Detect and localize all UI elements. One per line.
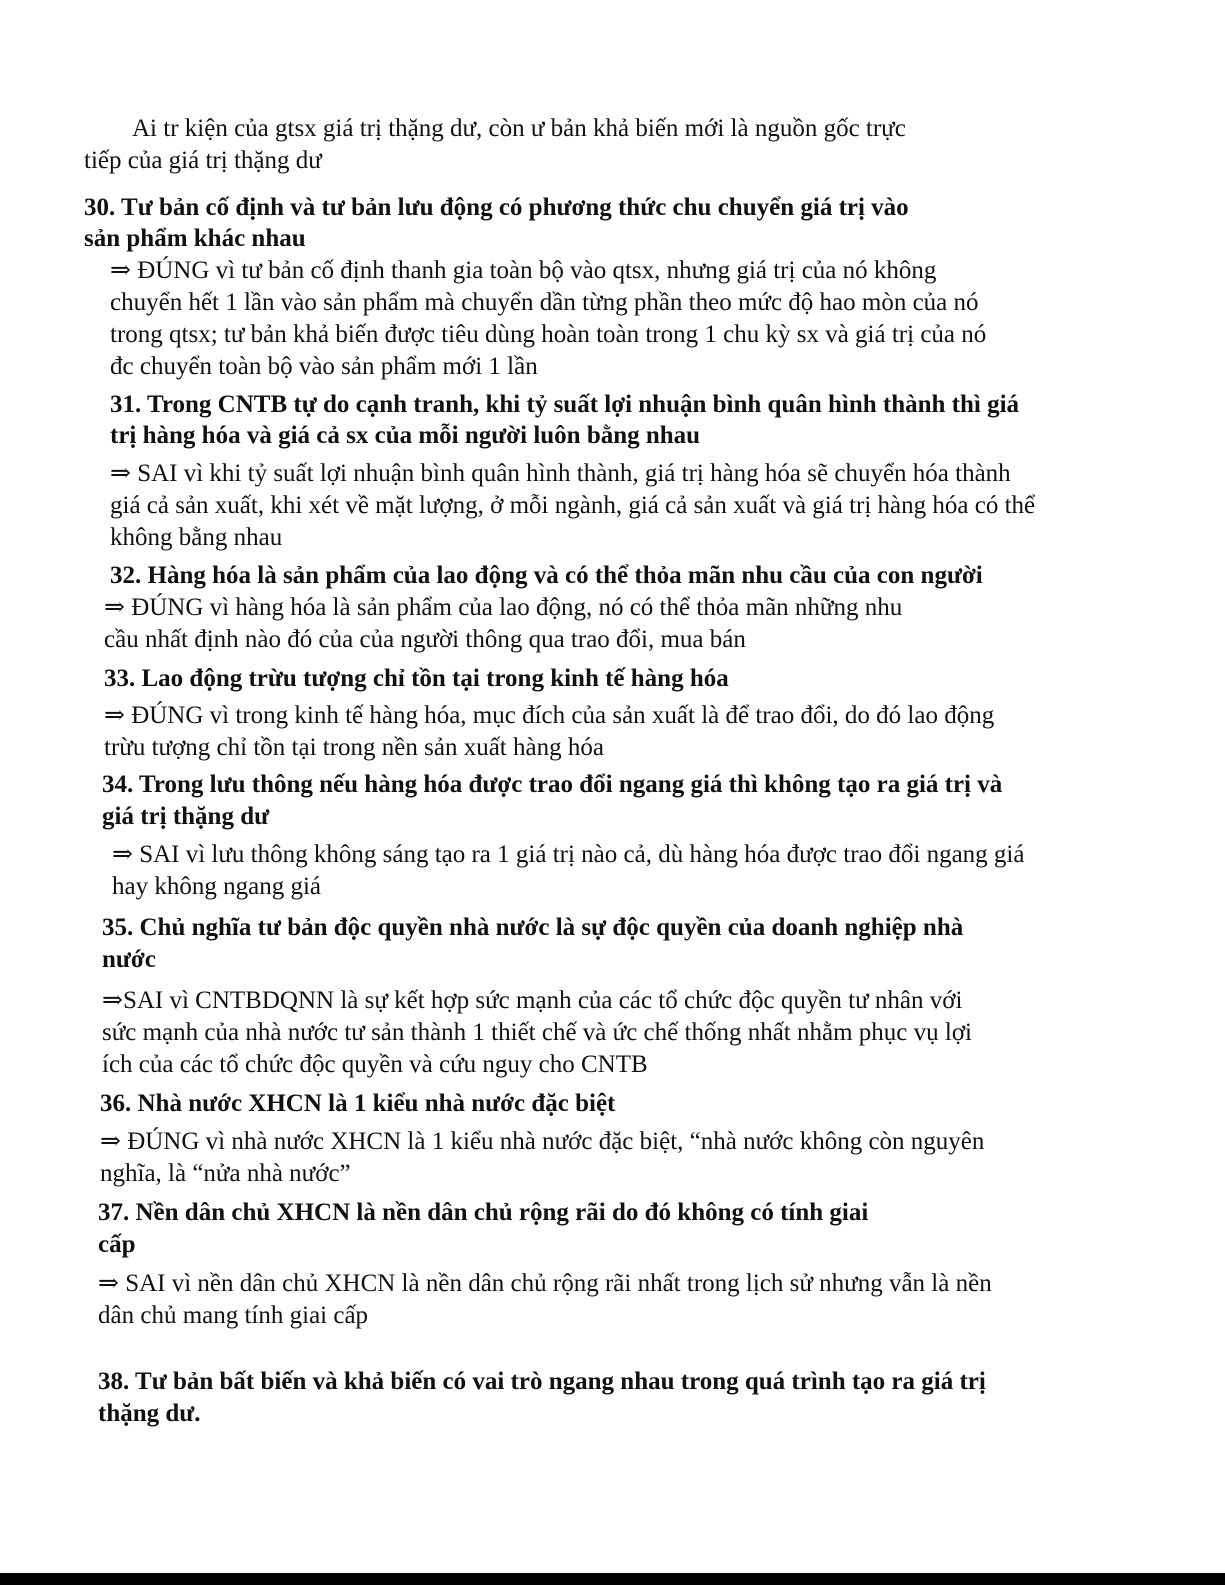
question-38-line-1: 38. Tư bản bất biến và khả biến có vai trò ngang nhau trong quá trình tạo ra giá trị [98,1368,986,1395]
answer-30-line-4: đc chuyển toàn bộ vào sản phẩm mới 1 lần [110,353,538,380]
answer-31-line-1: ⇒ SAI vì khi tỷ suất lợi nhuận bình quân hình thành, giá trị hàng hóa sẽ chuyển hóa thành [110,460,1011,487]
answer-30-line-1: ⇒ ĐÚNG vì tư bản cố định thanh gia toàn bộ vào qtsx, nhưng giá trị của nó không [110,257,937,284]
answer-36-line-1: ⇒ ĐÚNG vì nhà nước XHCN là 1 kiểu nhà nước đặc biệt, “nhà nước không còn nguyên [100,1128,985,1155]
answer-36-line-2: nghĩa, là “nửa nhà nước” [100,1160,351,1187]
answer-34-line-1: ⇒ SAI vì lưu thông không sáng tạo ra 1 giá trị nào cả, dù hàng hóa được trao đổi ngang giá [112,841,1025,868]
question-31-line-1: 31. Trong CNTB tự do cạnh tranh, khi tỷ suất lợi nhuận bình quân hình thành thì giá [110,391,1020,418]
question-30-line-1: 30. Tư bản cố định và tư bản lưu động có phương thức chu chuyển giá trị vào [84,194,909,221]
question-35-line-2: nước [102,946,156,973]
question-30-line-2: sản phẩm khác nhau [84,225,306,252]
answer-35-line-2: sức mạnh của nhà nước tư sản thành 1 thiết chế và ức chế thống nhất nhằm phục vụ lợi [102,1019,972,1046]
question-36-line-1: 36. Nhà nước XHCN là 1 kiểu nhà nước đặc biệt [100,1090,616,1117]
question-38-line-2: thặng dư. [98,1400,201,1427]
answer-32-line-1: ⇒ ĐÚNG vì hàng hóa là sản phẩm của lao động, nó có thể thỏa mãn những nhu [104,594,903,621]
answer-30-line-2: chuyển hết 1 lần vào sản phẩm mà chuyển dần từng phần theo mức độ hao mòn của nó [110,289,979,316]
question-31-line-2: trị hàng hóa và giá cả sx của mỗi người luôn bằng nhau [110,422,701,449]
question-33-line-1: 33. Lao động trừu tượng chỉ tồn tại trong kinh tế hàng hóa [104,665,729,692]
answer-33-line-1: ⇒ ĐÚNG vì trong kinh tế hàng hóa, mục đích của sản xuất là để trao đổi, do đó lao động [104,702,995,729]
page-bottom-edge [0,1573,1225,1585]
question-35-line-1: 35. Chủ nghĩa tư bản độc quyền nhà nước là sự độc quyền của doanh nghiệp nhà [102,914,964,941]
intro-line-1: Ai tr kiện của gtsx giá trị thặng dư, còn ư bản khả biến mới là nguồn gốc trực [132,115,906,142]
answer-31-line-2: giá cả sản xuất, khi xét về mặt lượng, ở mỗi ngành, giá cả sản xuất và giá trị hàng hóa có thể [110,492,1036,519]
question-34-line-2: giá trị thặng dư [102,803,270,830]
question-32-line-1: 32. Hàng hóa là sản phẩm của lao động và có thể thỏa mãn nhu cầu của con người [110,562,983,589]
answer-35-line-1: ⇒SAI vì CNTBDQNN là sự kết hợp sức mạnh của các tổ chức độc quyền tư nhân với [102,987,963,1014]
answer-34-line-2: hay không ngang giá [112,873,321,900]
answer-30-line-3: trong qtsx; tư bản khả biến được tiêu dùng hoàn toàn trong 1 chu kỳ sx và giá trị của nó [110,321,987,348]
answer-35-line-3: ích của các tổ chức độc quyền và cứu nguy cho CNTB [102,1051,648,1078]
intro-line-2: tiếp của giá trị thặng dư [84,147,322,174]
answer-37-line-2: dân chủ mang tính giai cấp [98,1302,369,1329]
answer-32-line-2: cầu nhất định nào đó của của người thông qua trao đổi, mua bán [104,626,746,653]
answer-37-line-1: ⇒ SAI vì nền dân chủ XHCN là nền dân chủ rộng rãi nhất trong lịch sử nhưng vẫn là nền [98,1270,992,1297]
answer-33-line-2: trừu tượng chỉ tồn tại trong nền sản xuất hàng hóa [104,734,604,761]
question-37-line-2: cấp [98,1231,136,1258]
question-34-line-1: 34. Trong lưu thông nếu hàng hóa được trao đổi ngang giá thì không tạo ra giá trị và [102,771,1003,798]
answer-31-line-3: không bằng nhau [110,524,283,551]
question-37-line-1: 37. Nền dân chủ XHCN là nền dân chủ rộng rãi do đó không có tính giai [98,1199,869,1226]
